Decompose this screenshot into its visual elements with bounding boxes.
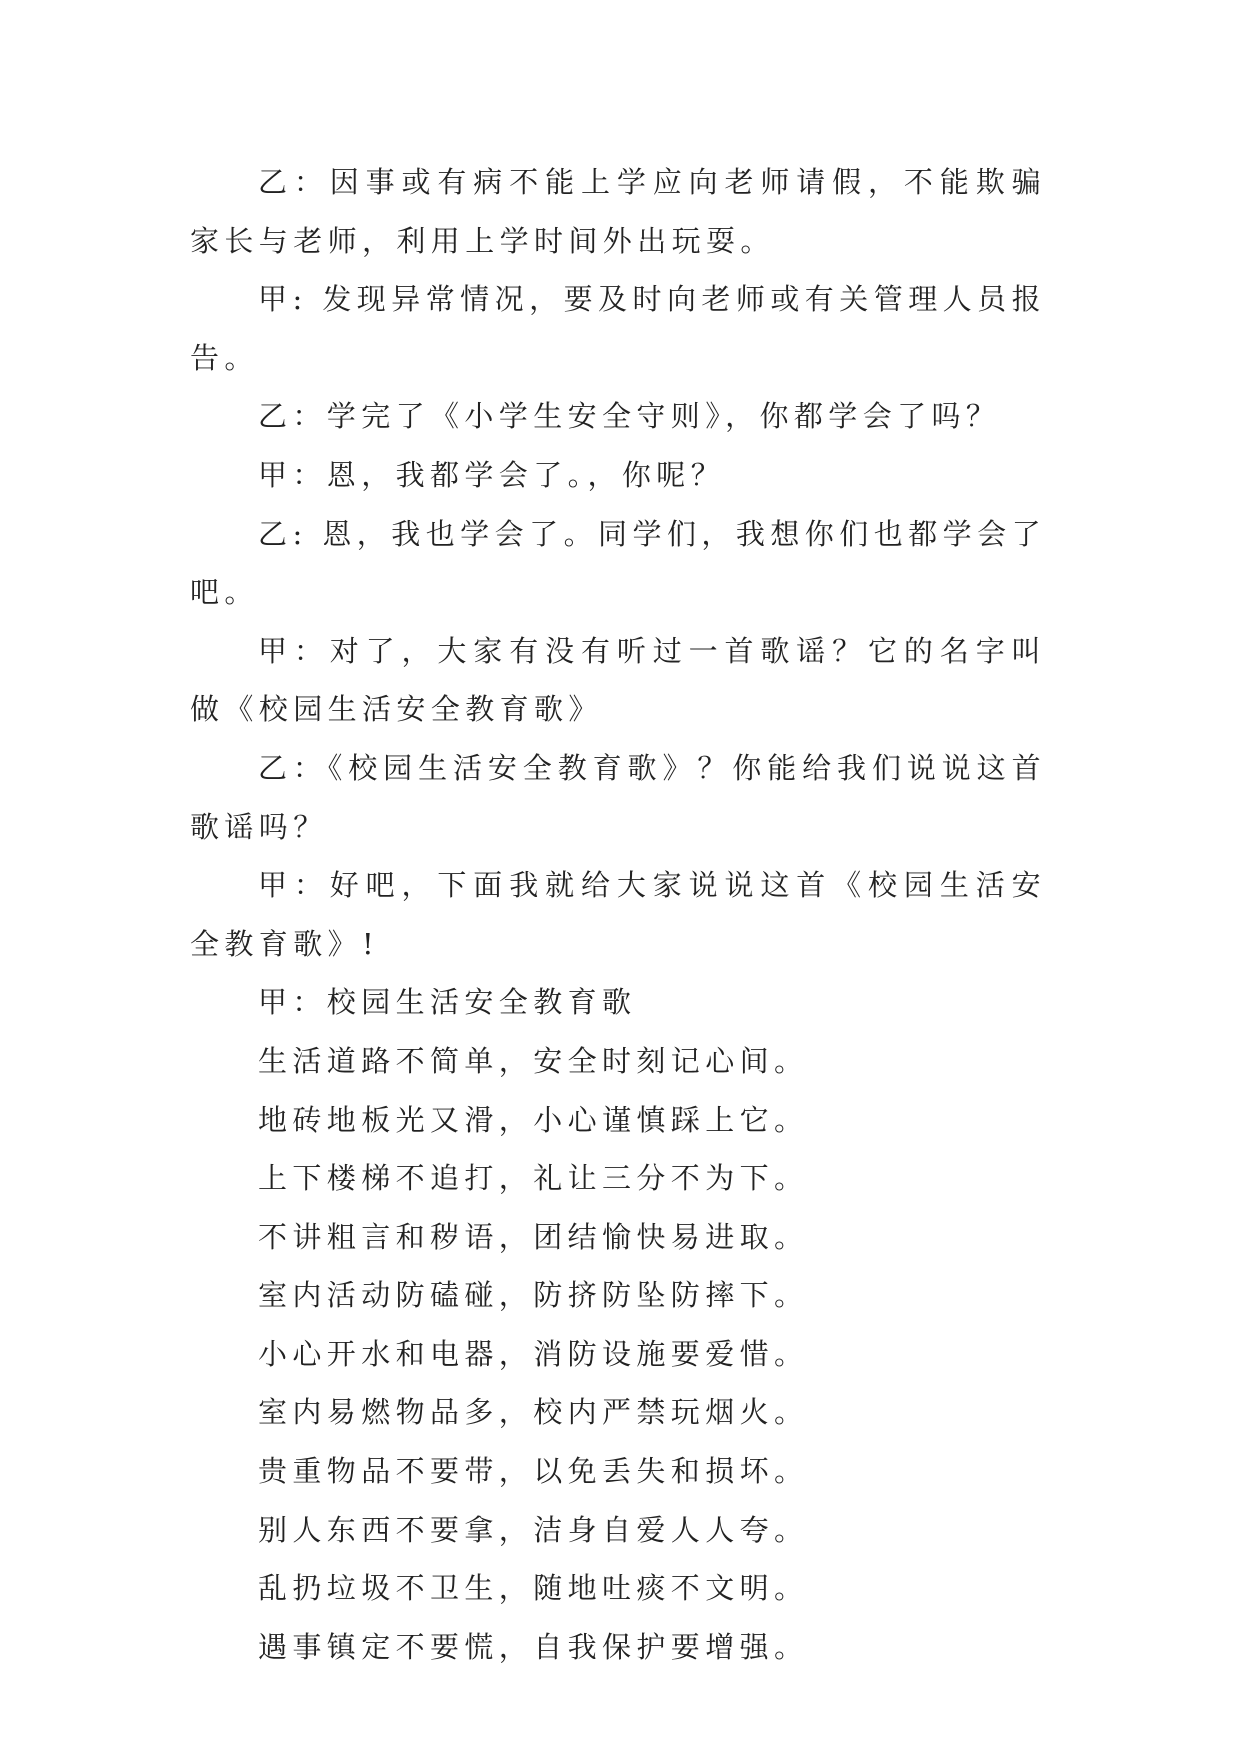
song-line: 室内易燃物品多，校内严禁玩烟火。 [258, 1395, 809, 1430]
dialogue-paragraph: 乙：因事或有病不能上学应向老师请假，不能欺骗家长与老师，利用上学时间外出玩耍。 [190, 165, 1046, 258]
song-title-line: 甲：校园生活安全教育歌 [258, 985, 637, 1020]
dialogue-paragraph: 甲: 发现异常情况，要及时向老师或有关管理人员报告。 [190, 282, 1046, 375]
song-line: 上下楼梯不追打，礼让三分不为下。 [258, 1161, 809, 1196]
song-line: 乱扔垃圾不卫生，随地吐痰不文明。 [258, 1571, 809, 1606]
dialogue-paragraph: 甲：好吧，下面我就给大家说说这首《校园生活安全教育歌》! [190, 868, 1046, 961]
song-line: 小心开水和电器，消防设施要爱惜。 [258, 1336, 809, 1371]
song-line: 不讲粗言和秽语，团结愉快易进取。 [258, 1219, 809, 1254]
song-line: 生活道路不简单，安全时刻记心间。 [258, 1043, 809, 1078]
dialogue-paragraph: 甲：对了，大家有没有听过一首歌谣？它的名字叫做《校园生活安全教育歌》 [190, 633, 1046, 727]
song-line: 地砖地板光又滑，小心谨慎踩上它。 [258, 1102, 809, 1137]
document-body [190, 153, 1046, 1676]
song-line: 遇事镇定不要慌，自我保护要增强。 [258, 1629, 809, 1664]
song-line: 别人东西不要拿，洁身自爱人人夸。 [258, 1512, 809, 1547]
dialogue-paragraph: 乙：学完了《小学生安全守则》，你都学会了吗？ [258, 399, 1001, 434]
song-line: 室内活动防磕碰，防挤防坠防摔下。 [258, 1278, 809, 1313]
dialogue-paragraph: 乙: 恩，我也学会了。同学们，我想你们也都学会了吧。 [190, 516, 1046, 610]
song-line: 贵重物品不要带，以免丢失和损坏。 [258, 1454, 809, 1489]
dialogue-paragraph: 乙：《校园生活安全教育歌》？你能给我们说说这首歌谣吗？ [190, 750, 1046, 844]
dialogue-paragraph: 甲：恩，我都学会了。，你呢？ [258, 457, 726, 492]
